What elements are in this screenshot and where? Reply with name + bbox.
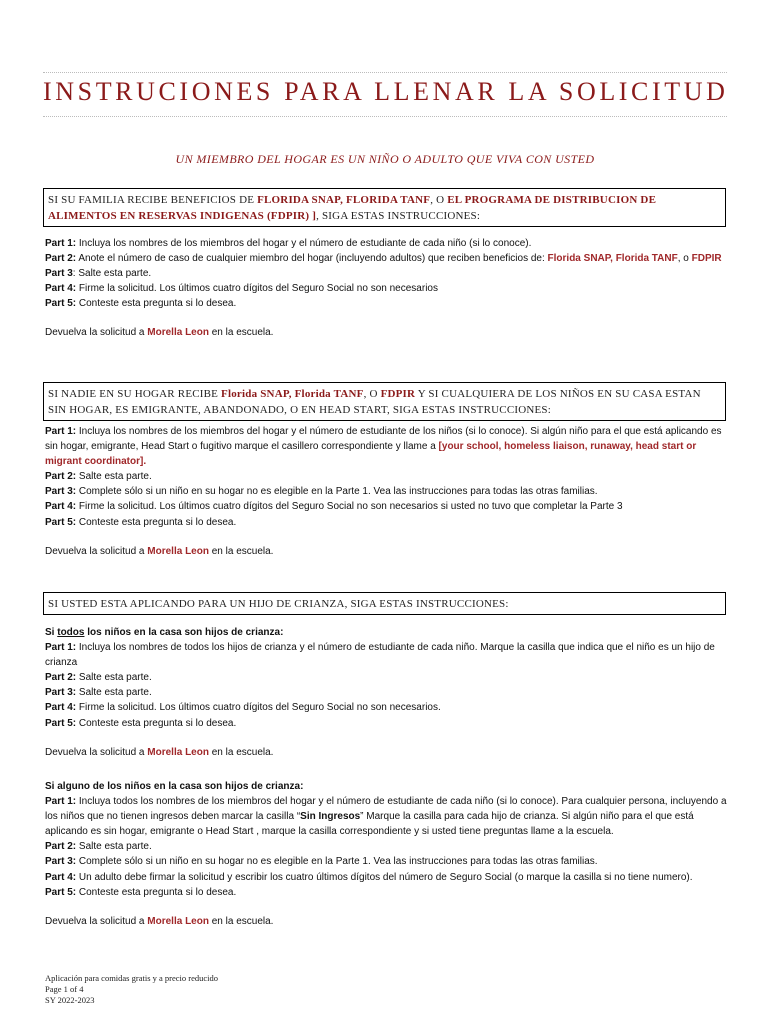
- section1-part2: Part 2: Anote el número de caso de cualquier miembro del hogar (incluyendo adultos) que reciben beneficios de: Florida SNAP, Florida TANF, o FDPIR: [45, 253, 722, 265]
- section3-all-return: Devuelva la solicitud a Morella Leon en la escuela.: [45, 746, 274, 758]
- section1-return: Devuelva la solicitud a Morella Leon en la escuela.: [45, 327, 274, 339]
- section1-instructions: [45, 236, 729, 341]
- section3-all-part3: Part 3: Salte esta parte.: [45, 687, 152, 699]
- section3-all-part5: Part 5: Conteste esta pregunta si lo desea.: [45, 717, 237, 729]
- section3-all-part1: Part 1: Incluya los nombres de todos los hijos de crianza y el número de estudiante de cada niño. Marque la casilla que indica que el niño es un hijo de crianza: [45, 642, 715, 669]
- top-rule: [43, 72, 727, 73]
- page-title: INSTRUCIONES PARA LLENAR LA SOLICITUD: [43, 77, 729, 106]
- section3-some-part4: Part 4: Un adulto debe firmar la solicitud y escribir los cuatro últimos dígitos del número de Seguro Social (o marque la casilla si no tiene numero).: [45, 871, 693, 883]
- section1-part3: Part 3: Salte esta parte.: [45, 268, 152, 280]
- section2-header-box: SI NADIE EN SU HOGAR RECIBE Florida SNAP, Florida TANF, O FDPIR Y SI CUALQUIERA DE LOS NIÑOS EN SU CASA ESTAN SIN HOGAR, ES EMIGRANTE, ABANDONADO, O EN HEAD START, SIGA ESTAS INSTRUCCIONES:: [43, 382, 726, 421]
- section1-programs: FLORIDA SNAP, FLORIDA TANF: [257, 194, 431, 206]
- section3-all-foster: [45, 625, 729, 760]
- section3-some-part5: Part 5: Conteste esta pregunta si lo desea.: [45, 886, 237, 898]
- section2-return: Devuelva la solicitud a Morella Leon en la escuela.: [45, 545, 274, 557]
- section3-some-heading: Si alguno de los niños en la casa son hijos de crianza:: [45, 781, 304, 792]
- footer-form-name: Aplicación para comidas gratis y a precio reducido: [45, 973, 219, 983]
- section1-header-box: SI SU FAMILIA RECIBE BENEFICIOS DE FLORIDA SNAP, FLORIDA TANF, O EL PROGRAMA DE DISTRIBUCION DE ALIMENTOS EN RESERVAS INDIGENAS (FDPIR) ], SIGA ESTAS INSTRUCCIONES:: [43, 188, 726, 227]
- page-footer: [45, 973, 218, 1006]
- footer-page-number: Page 1 of 4: [45, 984, 84, 994]
- section2-part4: Part 4: Firme la solicitud. Los últimos cuatro dígitos del Seguro Social no son necesarios si usted no tuvo que completar la Parte 3: [45, 501, 623, 513]
- section3-all-part2: Part 2: Salte esta parte.: [45, 672, 152, 684]
- section3-all-part4: Part 4: Firme la solicitud. Los últimos cuatro dígitos del Seguro Social no son necesarios.: [45, 702, 441, 714]
- section2-part5: Part 5: Conteste esta pregunta si lo desea.: [45, 516, 237, 528]
- contact-name: Morella Leon: [147, 327, 209, 339]
- section2-instructions: [45, 424, 729, 559]
- section1-part4: Part 4: Firme la solicitud. Los últimos cuatro dígitos del Seguro Social no son necesarios: [45, 283, 438, 295]
- section3-header-box: SI USTED ESTA APLICANDO PARA UN HIJO DE CRIANZA, SIGA ESTAS INSTRUCCIONES:: [43, 592, 726, 615]
- page-subtitle: UN MIEMBRO DEL HOGAR ES UN NIÑO O ADULTO QUE VIVA CON USTED: [175, 152, 595, 166]
- section1-fdpir: EL PROGRAMA DE DISTRIBUCION DE ALIMENTOS EN RESERVAS INDIGENAS (FDPIR) ]: [48, 194, 657, 222]
- section2-part2: Part 2: Salte esta parte.: [45, 471, 152, 483]
- section3-some-return: Devuelva la solicitud a Morella Leon en la escuela.: [45, 915, 274, 927]
- section3-some-part3: Part 3: Complete sólo si un niño en su hogar no es elegible en la Parte 1. Vea las instrucciones para todas las otras familias.: [45, 856, 598, 868]
- title-bottom-rule: [43, 116, 727, 117]
- section2-part3: Part 3: Complete sólo si un niño en su hogar no es elegible en la Parte 1. Vea las instrucciones para todas las otras familias.: [45, 486, 598, 498]
- section2-part1: Part 1: Incluya los nombres de los miembros del hogar y el número de estudiante de los niños (si lo conoce). Si algún niño para el que está aplicando es sin hogar, emigrante, Head Start o fugitivo marque el casillero correspondiente y llame a [your school, homeless liaison, runaway, head start or migrant coordinator].: [45, 426, 722, 468]
- section3-some-part1: Part 1: Incluya todos los nombres de los miembros del hogar y el número de estudiante de cada niño (si lo conoce). Para cualquier persona, incluyendo a los niños que no tienen ingresos deben marcar la casilla “Sin Ingresos” Marque la casilla para cada hijo de crianza. Si algún niño para el que está aplicando es sin hogar, emigrante o Head Start , marque la casilla correspondiente y si usted tiene preguntas llame a la escuela.: [45, 796, 727, 838]
- section3-some-part2: Part 2: Salte esta parte.: [45, 841, 152, 853]
- section1-part1: Part 1: Incluya los nombres de los miembros del hogar y el número de estudiante de cada niño (si lo conoce).: [45, 238, 532, 249]
- section3-some-foster: [45, 779, 729, 929]
- section1-part5: Part 5: Conteste esta pregunta si lo desea.: [45, 298, 237, 310]
- footer-school-year: SY 2022-2023: [45, 995, 95, 1005]
- section3-all-heading: Si todos los niños en la casa son hijos de crianza:: [45, 627, 284, 638]
